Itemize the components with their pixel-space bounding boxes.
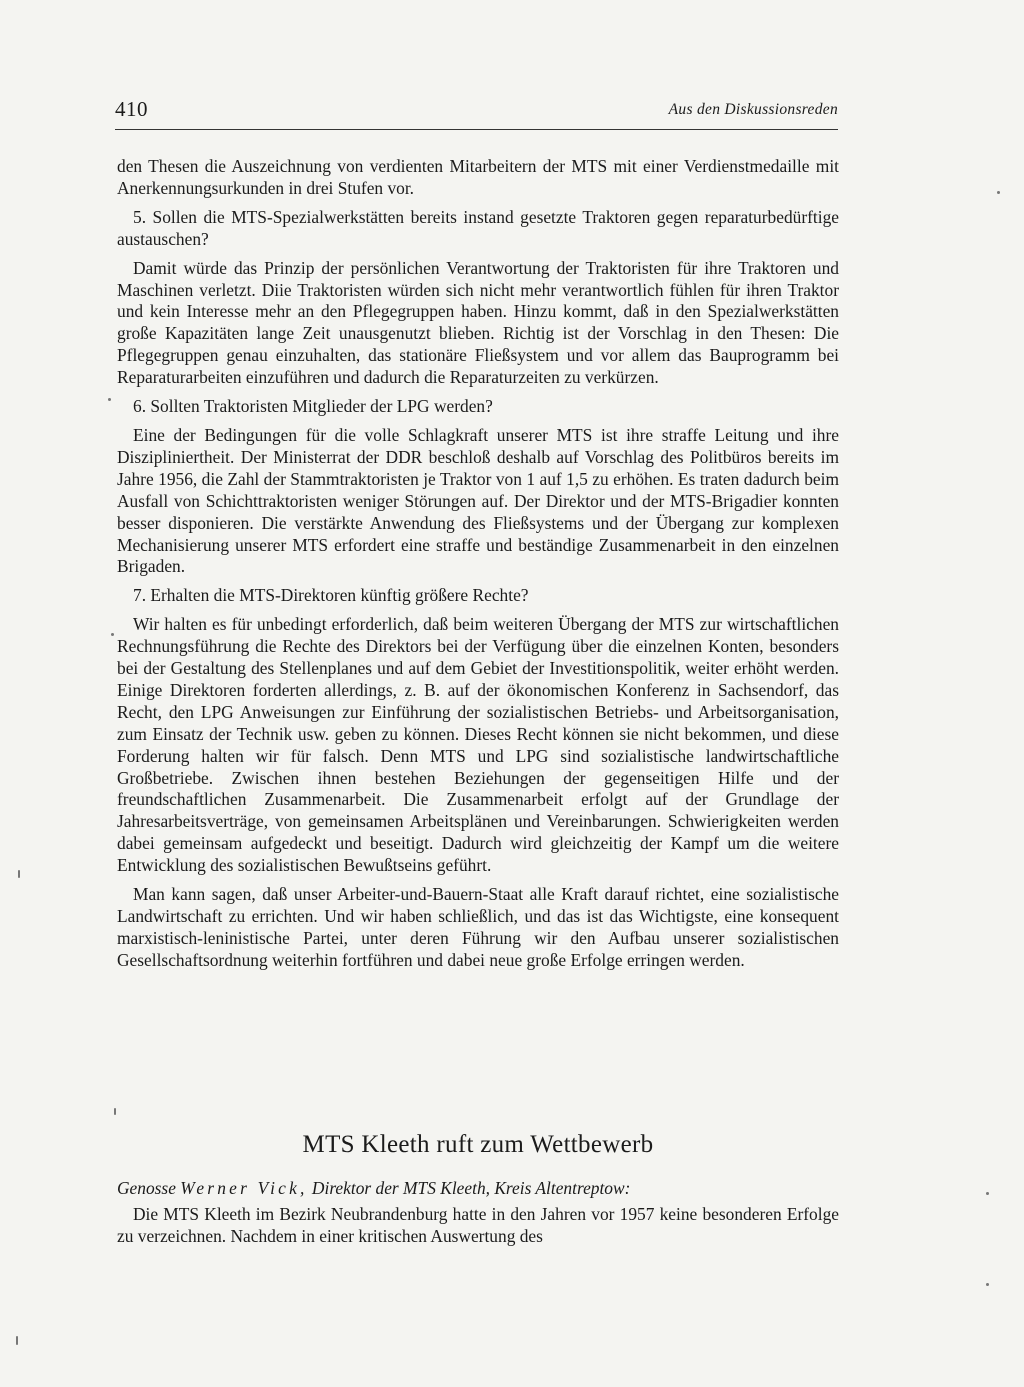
scan-speck (986, 1283, 989, 1286)
scan-speck (111, 633, 114, 636)
paragraph: Wir halten es für unbedingt erforderlich, daß beim weiteren Übergang der MTS zur wirtschaftlichen Rechnungsführung die Rechte des Direktors bei der Verfügung über die einzelnen Konten, besonders bei der Gestaltung des Stellenplanes und auf dem Gebiet der Investitionspolitik, weiter erhöht werden. Einige Direktoren forderten allerdings, z. B. auf der ökonomischen Konferenz in Sachsendorf, das Recht, den LPG Anweisungen zur Einführung der sozialistischen Betriebs- und Arbeitsorganisation, zum Einsatz der Technik usw. geben zu können. Dieses Recht können sie nicht bekommen, und diese Forderung halten wir für falsch. Denn MTS und LPG sind sozialistische landwirtschaftliche Großbetriebe. Zwischen ihnen bestehen Beziehungen der gegenseitigen Hilfe und der freundschaftlichen Zusammenarbeit. Die Zusammenarbeit erfolgt auf der Grundlage der Jahresarbeitsverträge, von gemeinsamen Arbeitsplänen und Vereinbarungen. Schwierigkeiten werden dabei gemeinsam aufgedeckt und beseitigt. Dadurch wird gleichzeitig der Kampf um die weitere Entwicklung des sozialistischen Bewußtseins geführt. (117, 614, 839, 876)
running-title: Aus den Diskussionsreden (668, 101, 838, 118)
scan-speck (986, 1192, 989, 1195)
paragraph: Eine der Bedingungen für die volle Schlagkraft unserer MTS ist ihre straffe Leitung und ihre Diszipliniertheit. Der Ministerrat der DDR beschloß deshalb auf Vorschlag des Politbüros bereits im Jahre 1956, die Zahl der Stammtraktoristen je Traktor von 1 auf 1,5 zu erhöhen. Es traten dadurch beim Ausfall von Schichttraktoristen weniger Störungen auf. Der Direktor und der MTS-Brigadier konnten besser disponieren. Die verstärkte Anwendung des Fließsystems und der Übergang zur komplexen Mechanisierung unserer MTS erfordert eine straffe und beständige Zusammenarbeit in den einzelnen Brigaden. (117, 424, 839, 577)
question-paragraph: 5. Sollen die MTS-Spezialwerkstätten bereits instand gesetzte Traktoren gegen reparaturbedürftige austauschen? (117, 206, 839, 249)
section-heading: MTS Kleeth ruft zum Wettbewerb (302, 1131, 654, 1158)
scan-speck (114, 1108, 116, 1115)
scan-speck (18, 870, 20, 878)
running-head (115, 97, 838, 130)
speaker-prefix: Genosse (117, 1178, 176, 1198)
question-paragraph: 6. Sollten Traktoristen Mitglieder der LPG werden? (133, 396, 493, 417)
section-body (117, 1204, 839, 1248)
scan-speck (997, 191, 1000, 194)
speaker-line (117, 1178, 839, 1199)
scan-speck (16, 1336, 18, 1345)
paragraph: Man kann sagen, daß unser Arbeiter-und-Bauern-Staat alle Kraft darauf richtet, eine sozialistische Landwirtschaft zu errichten. Und wir haben schließlich, und das ist das Wichtigste, eine konsequent marxistisch-leninistische Partei, unter deren Führung wir den Aufbau unserer sozialistischen Gesellschaftsordnung weiterhin fortführen und dabei neue große Erfolge erringen werden. (117, 884, 839, 970)
paragraph: Die MTS Kleeth im Bezirk Neubrandenburg hatte in den Jahren vor 1957 keine besonderen Erfolge zu verzeichnen. Nachdem in einer kritischen Auswertung des (117, 1204, 839, 1246)
paragraph: den Thesen die Auszeichnung von verdienten Mitarbeitern der MTS mit einer Verdienstmedaille mit Anerkennungsurkunden in drei Stufen vor. (117, 156, 839, 198)
scan-speck (108, 398, 111, 401)
speaker-name: Werner Vick, (180, 1178, 308, 1198)
question-paragraph: 7. Erhalten die MTS-Direktoren künftig größere Rechte? (133, 585, 529, 606)
body-text (117, 156, 839, 979)
speaker-role: Direktor der MTS Kleeth, Kreis Altentreptow: (311, 1178, 631, 1198)
page-number: 410 (115, 97, 148, 121)
paragraph: Damit würde das Prinzip der persönlichen Verantwortung der Traktoristen für ihre Traktoren und Maschinen verletzt. Diie Traktoristen würden sich nicht mehr verantwortlich fühlen für ihren Traktor und kein Interesse mehr an den Pflegegruppen haben. Hinzu kommt, daß in den Spezialwerkstätten große Kapazitäten lange Zeit unausgenutzt blieben. Richtig ist der Vorschlag in den Thesen: Die Pflegegruppen genau einzuhalten, das stationäre Fließsystem und vor allem das Bauprogramm bei Reparaturarbeiten einzuführen und dadurch die Reparaturzeiten zu verkürzen. (117, 257, 839, 388)
